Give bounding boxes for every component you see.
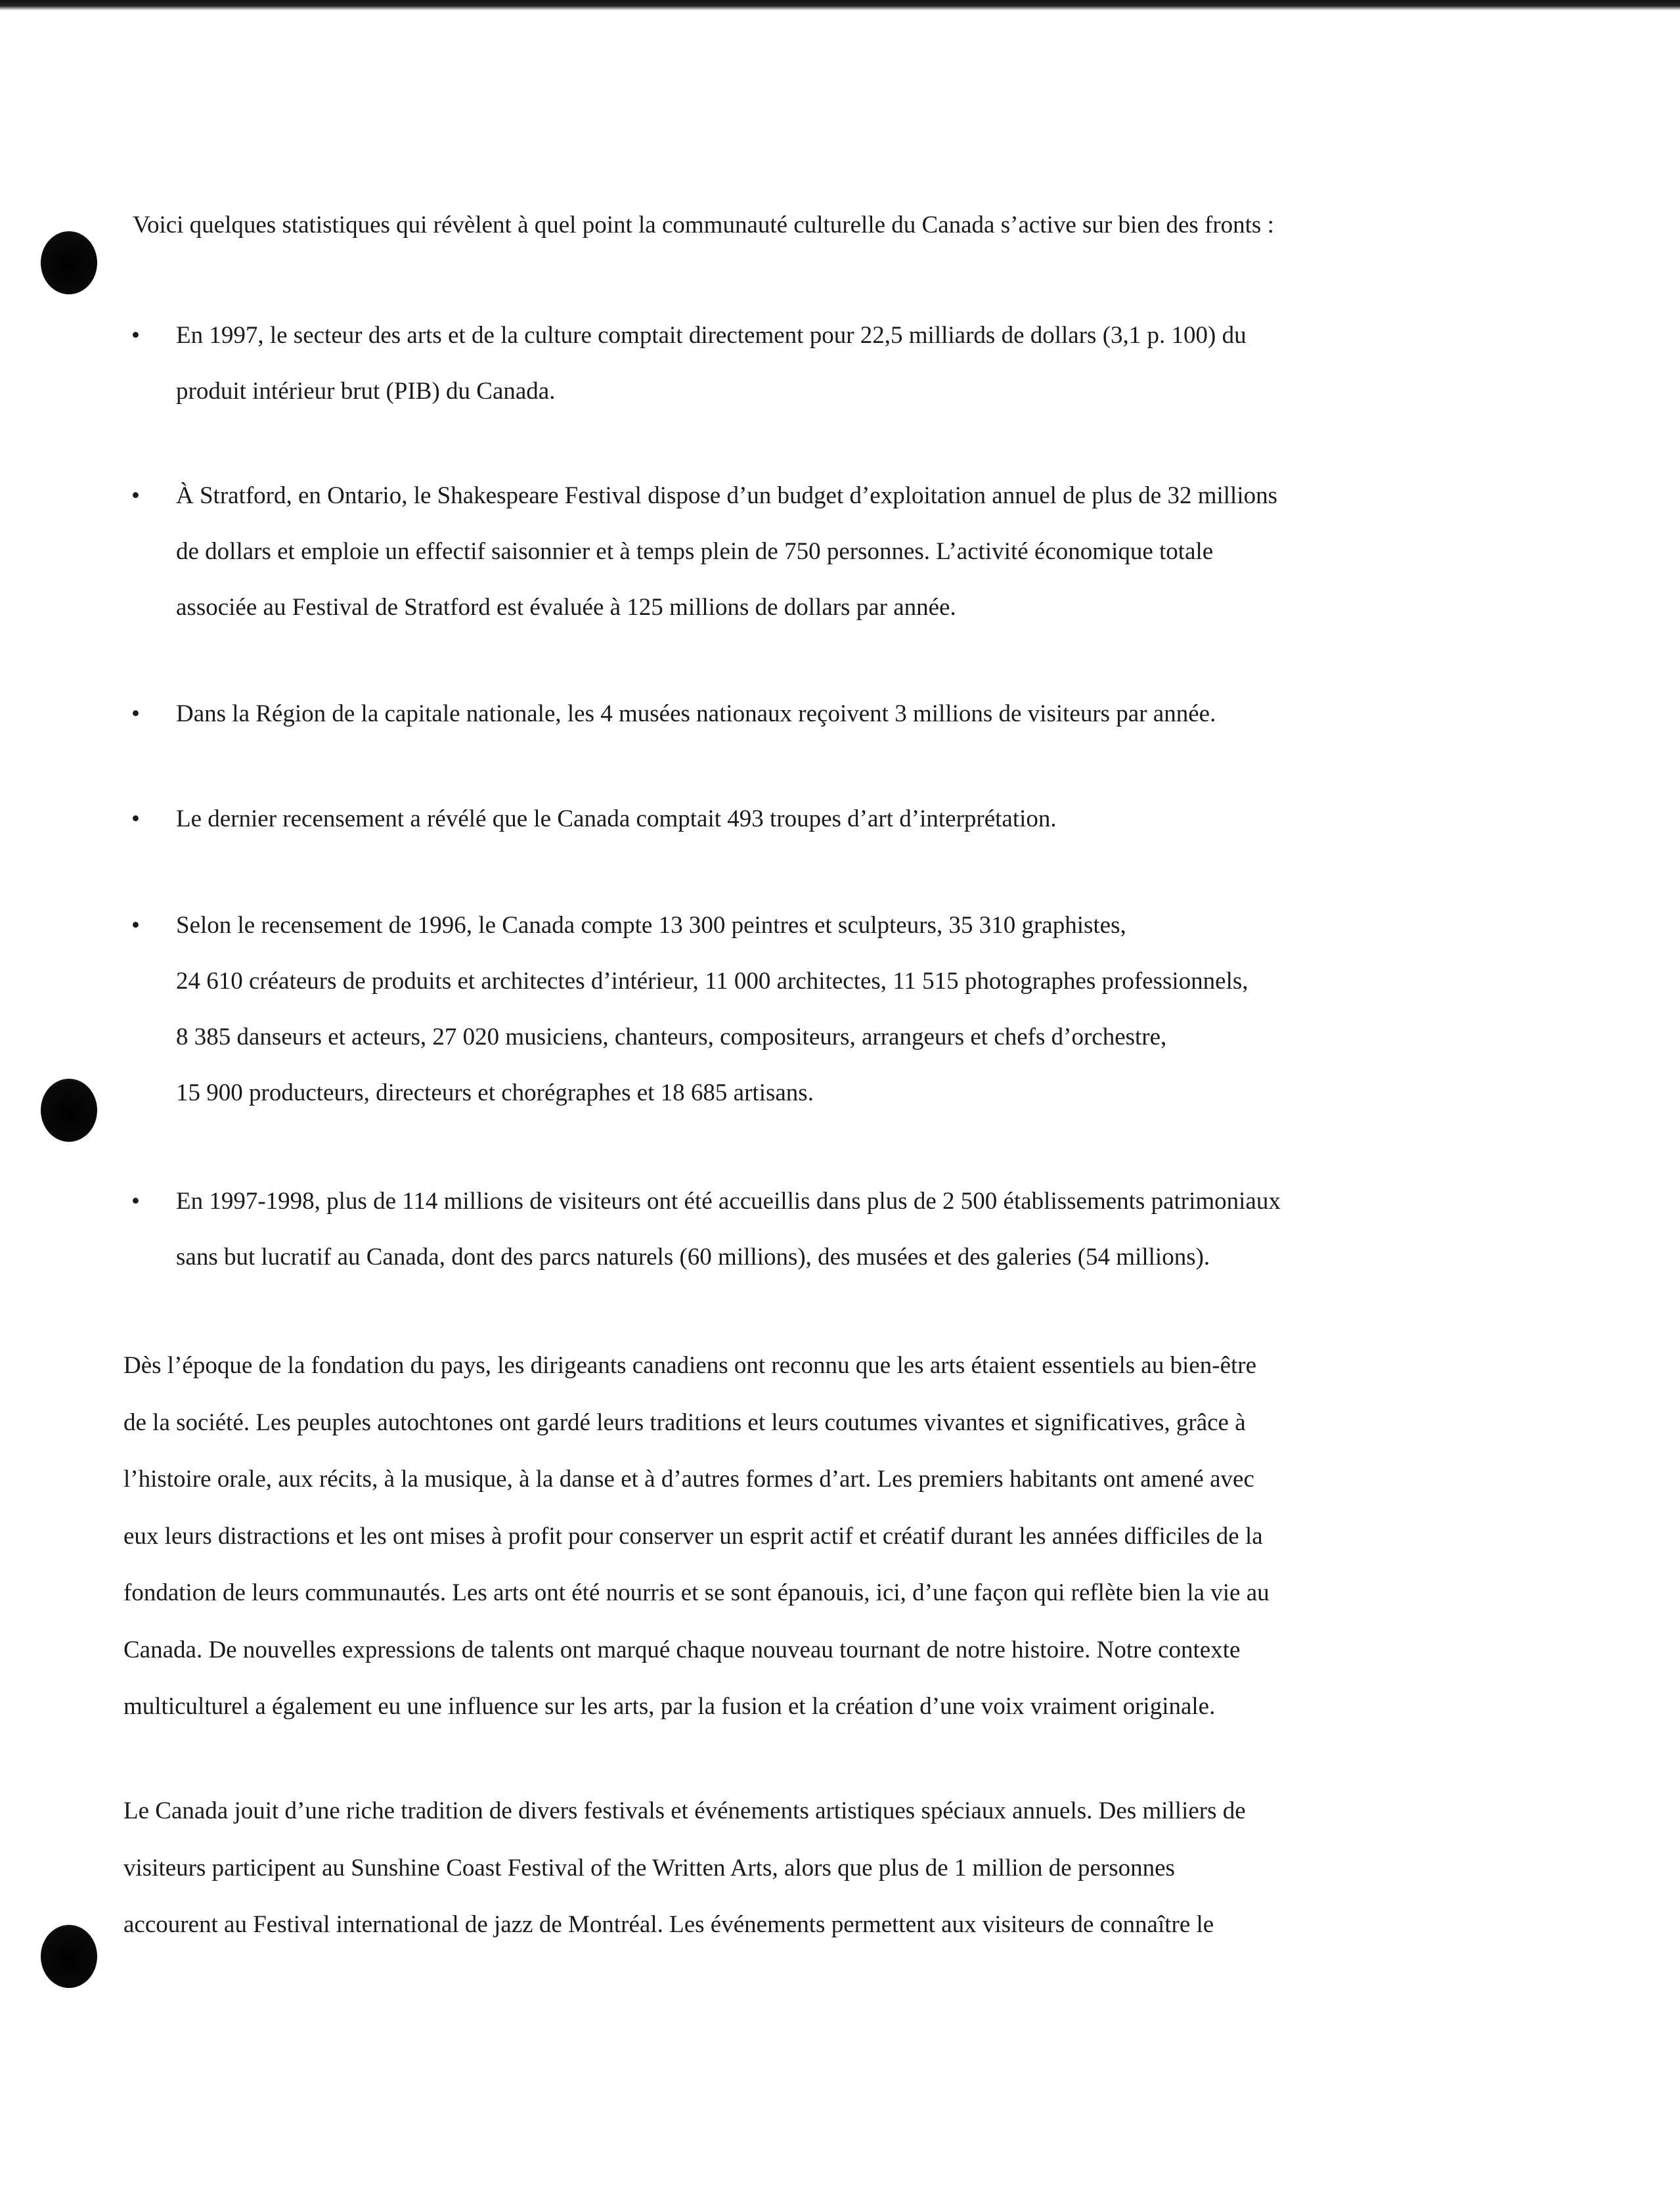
punch-hole: [41, 1079, 97, 1142]
body-paragraph: Le Canada jouit d’une riche tradition de divers festivals et événements artistiques spéciaux annuels. Des milliers de visiteurs participent au Sunshine Coast Festival of the Written Arts, alors que plus de 1 million de personnes accourent au Festival international de jazz de Montréal. Les événements permettent aux visiteurs de connaître le: [123, 1797, 1246, 1938]
list-item: [131, 468, 1537, 635]
scan-top-edge: [0, 0, 1680, 11]
intro-sentence: Voici quelques statistiques qui révèlent à quel point la communauté culturelle du Canada s’active sur bien des fronts :: [133, 212, 1274, 238]
bullet-icon: •: [131, 1188, 140, 1215]
list-item-text: Dans la Région de la capitale nationale, les 4 musées nationaux reçoivent 3 millions de visiteurs par année.: [176, 700, 1216, 727]
bullet-icon: •: [131, 700, 140, 727]
list-item-text: En 1997-1998, plus de 114 millions de visiteurs ont été accueillis dans plus de 2 500 établissements patrimoniaux sans but lucratif au Canada, dont des parcs naturels (60 millions), des musées et des galeries (54 millions).: [176, 1188, 1281, 1271]
list-item-text: En 1997, le secteur des arts et de la culture comptait directement pour 22,5 milliards de dollars (3,1 p. 100) du produit intérieur brut (PIB) du Canada.: [176, 322, 1247, 405]
bullet-icon: •: [131, 482, 140, 509]
list-item-text: À Stratford, en Ontario, le Shakespeare Festival dispose d’un budget d’exploitation annuel de plus de 32 millions de dollars et emploie un effectif saisonnier et à temps plein de 750 personnes. L’activité économique totale associée au Festival de Stratford est évaluée à 125 millions de dollars par année.: [176, 482, 1277, 621]
list-item-text: Le dernier recensement a révélé que le Canada comptait 493 troupes d’art d’interprétation.: [176, 805, 1057, 832]
bullet-icon: •: [131, 912, 140, 939]
list-item: [131, 307, 1537, 419]
list-item: [131, 1173, 1537, 1285]
bullet-icon: •: [131, 805, 140, 832]
punch-hole: [41, 1925, 97, 1988]
list-item: [131, 791, 1537, 847]
list-item-text: Selon le recensement de 1996, le Canada compte 13 300 peintres et sculpteurs, 35 310 graphistes, 24 610 créateurs de produits et architectes d’intérieur, 11 000 architectes, 11 515 photographes professionnels, 8 385 danseurs et acteurs, 27 020 musiciens, chanteurs, compositeurs, arrangeurs et chefs d’orchestre, 15 900 producteurs, directeurs et chorégraphes et 18 685 artisans.: [176, 912, 1249, 1106]
bullet-icon: •: [131, 322, 140, 349]
body-paragraph: Dès l’époque de la fondation du pays, les dirigeants canadiens ont reconnu que les arts étaient essentiels au bien-être de la société. Les peuples autochtones ont gardé leurs traditions et leurs coutumes vivantes et significatives, grâce à l’histoire orale, aux récits, à la musique, à la danse et à d’autres formes d’art. Les premiers habitants ont amené avec eux leurs distractions et les ont mises à profit pour conserver un esprit actif et créatif durant les années difficiles de la fondation de leurs communautés. Les arts ont été nourris et se sont épanouis, ici, d’une façon qui reflète bien la vie au Canada. De nouvelles expressions de talents ont marqué chaque nouveau tournant de notre histoire. Notre contexte multiculturel a également eu une influence sur les arts, par la fusion et la création d’une voix vraiment originale.: [123, 1352, 1270, 1720]
punch-hole: [41, 231, 97, 294]
list-item: [131, 686, 1537, 742]
list-item: [131, 897, 1537, 1121]
